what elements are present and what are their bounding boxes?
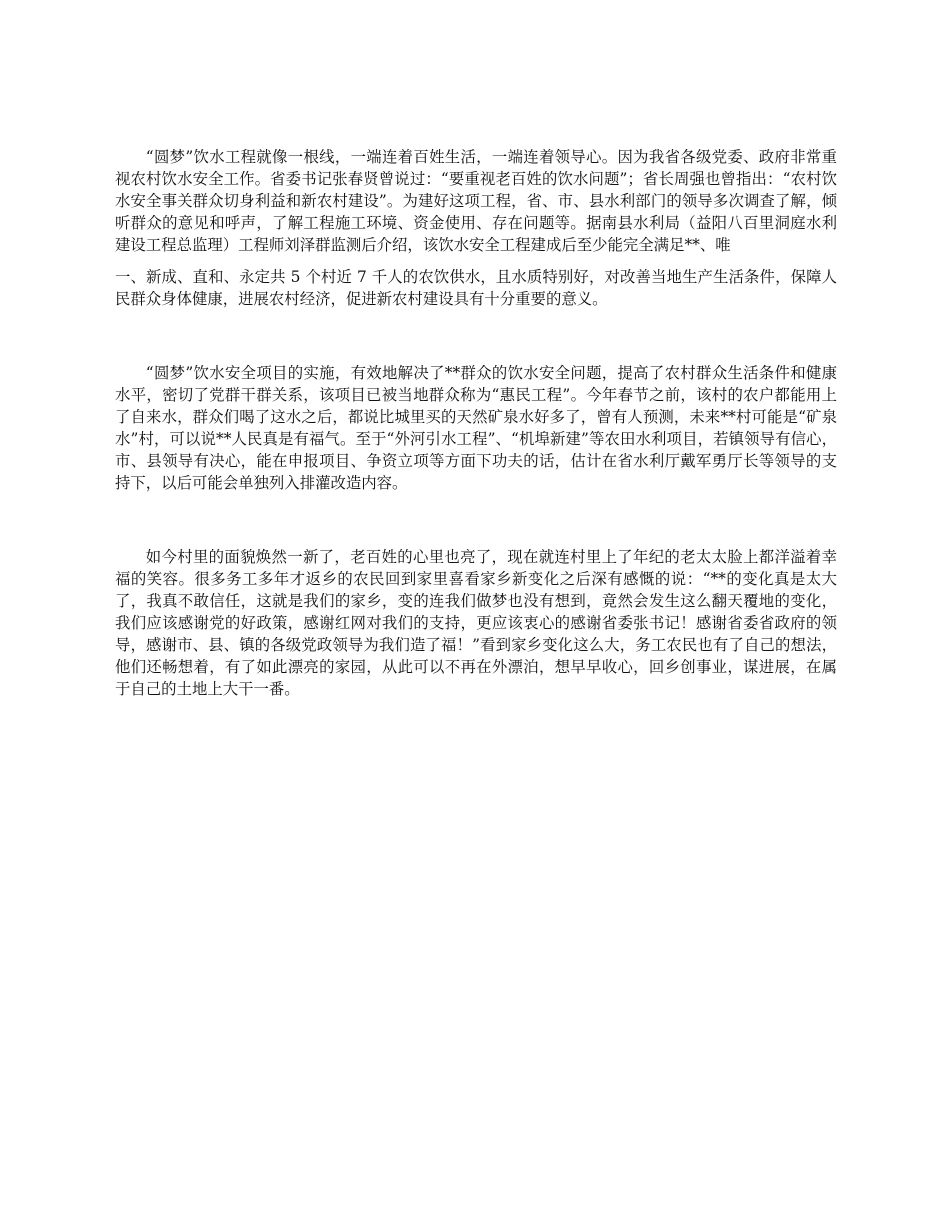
paragraph-1: “圆梦”饮水工程就像一根线，一端连着百姓生活，一端连着领导心。因为我省各级党委、政府非常重视农村饮水安全工作。省委书记张春贤曾说过：“要重视老百姓的饮水问题”；省长周强也曾指出：“农村饮水安全事关群众切身利益和新农村建设”。为建好这项工程，省、市、县水利部门的领导多次调查了解，倾听群众的意见和呼声，了解工程施工环境、资金使用、存在问题等。据南县水利局（益阳八百里洞庭水利建设工程总监理）工程师刘泽群监测后介绍，该饮水安全工程建成后至少能完全满足**、唯 (115, 148, 837, 254)
paragraph-3: “圆梦”饮水安全项目的实施，有效地解决了**群众的饮水安全问题，提高了农村群众生活条件和健康水平，密切了党群干群关系，该项目已被当地群众称为“惠民工程”。今年春节之前，该村的农户都能用上了自来水，群众们喝了这水之后，都说比城里买的天然矿泉水好多了，曾有人预测，未来**村可能是“矿泉水”村，可以说**人民真是有福气。至于“外河引水工程”、“机埠新建”等农田水利项目，若镇领导有信心，市、县领导有决心，能在申报项目、争资立项等方面下功夫的话，估计在省水利厅戴军勇厅长等领导的支持下，以后可能会单独列入排灌改造内容。 (115, 364, 837, 492)
document-body (115, 146, 837, 700)
paragraph-spacer (115, 494, 837, 546)
paragraph-spacer (115, 256, 837, 266)
paragraph-4: 如今村里的面貌焕然一新了，老百姓的心里也亮了，现在就连村里上了年纪的老太太脸上都洋溢着幸福的笑容。很多务工多年才返乡的农民回到家里喜看家乡新变化之后深有感慨的说：“**的变化真是太大了，我真不敢信任，这就是我们的家乡，变的连我们做梦也没有想到，竟然会发生这么翻天覆地的变化，我们应该感谢党的好政策，感谢红网对我们的支持，更应该衷心的感谢省委张书记！感谢省委省政府的领导，感谢市、县、镇的各级党政领导为我们造了福！”看到家乡变化这么大，务工农民也有了自己的想法，他们还畅想着，有了如此漂亮的家园，从此可以不再在外漂泊，想早早收心，回乡创事业，谋进展，在属于自己的土地上大干一番。 (115, 548, 837, 698)
paragraph-2: 一、新成、直和、永定共 5 个村近 7 千人的农饮供水，且水质特别好，对改善当地生产生活条件，保障人民群众身体健康，进展农村经济，促进新农村建设具有十分重要的意义。 (115, 268, 837, 308)
paragraph-spacer (115, 310, 837, 362)
